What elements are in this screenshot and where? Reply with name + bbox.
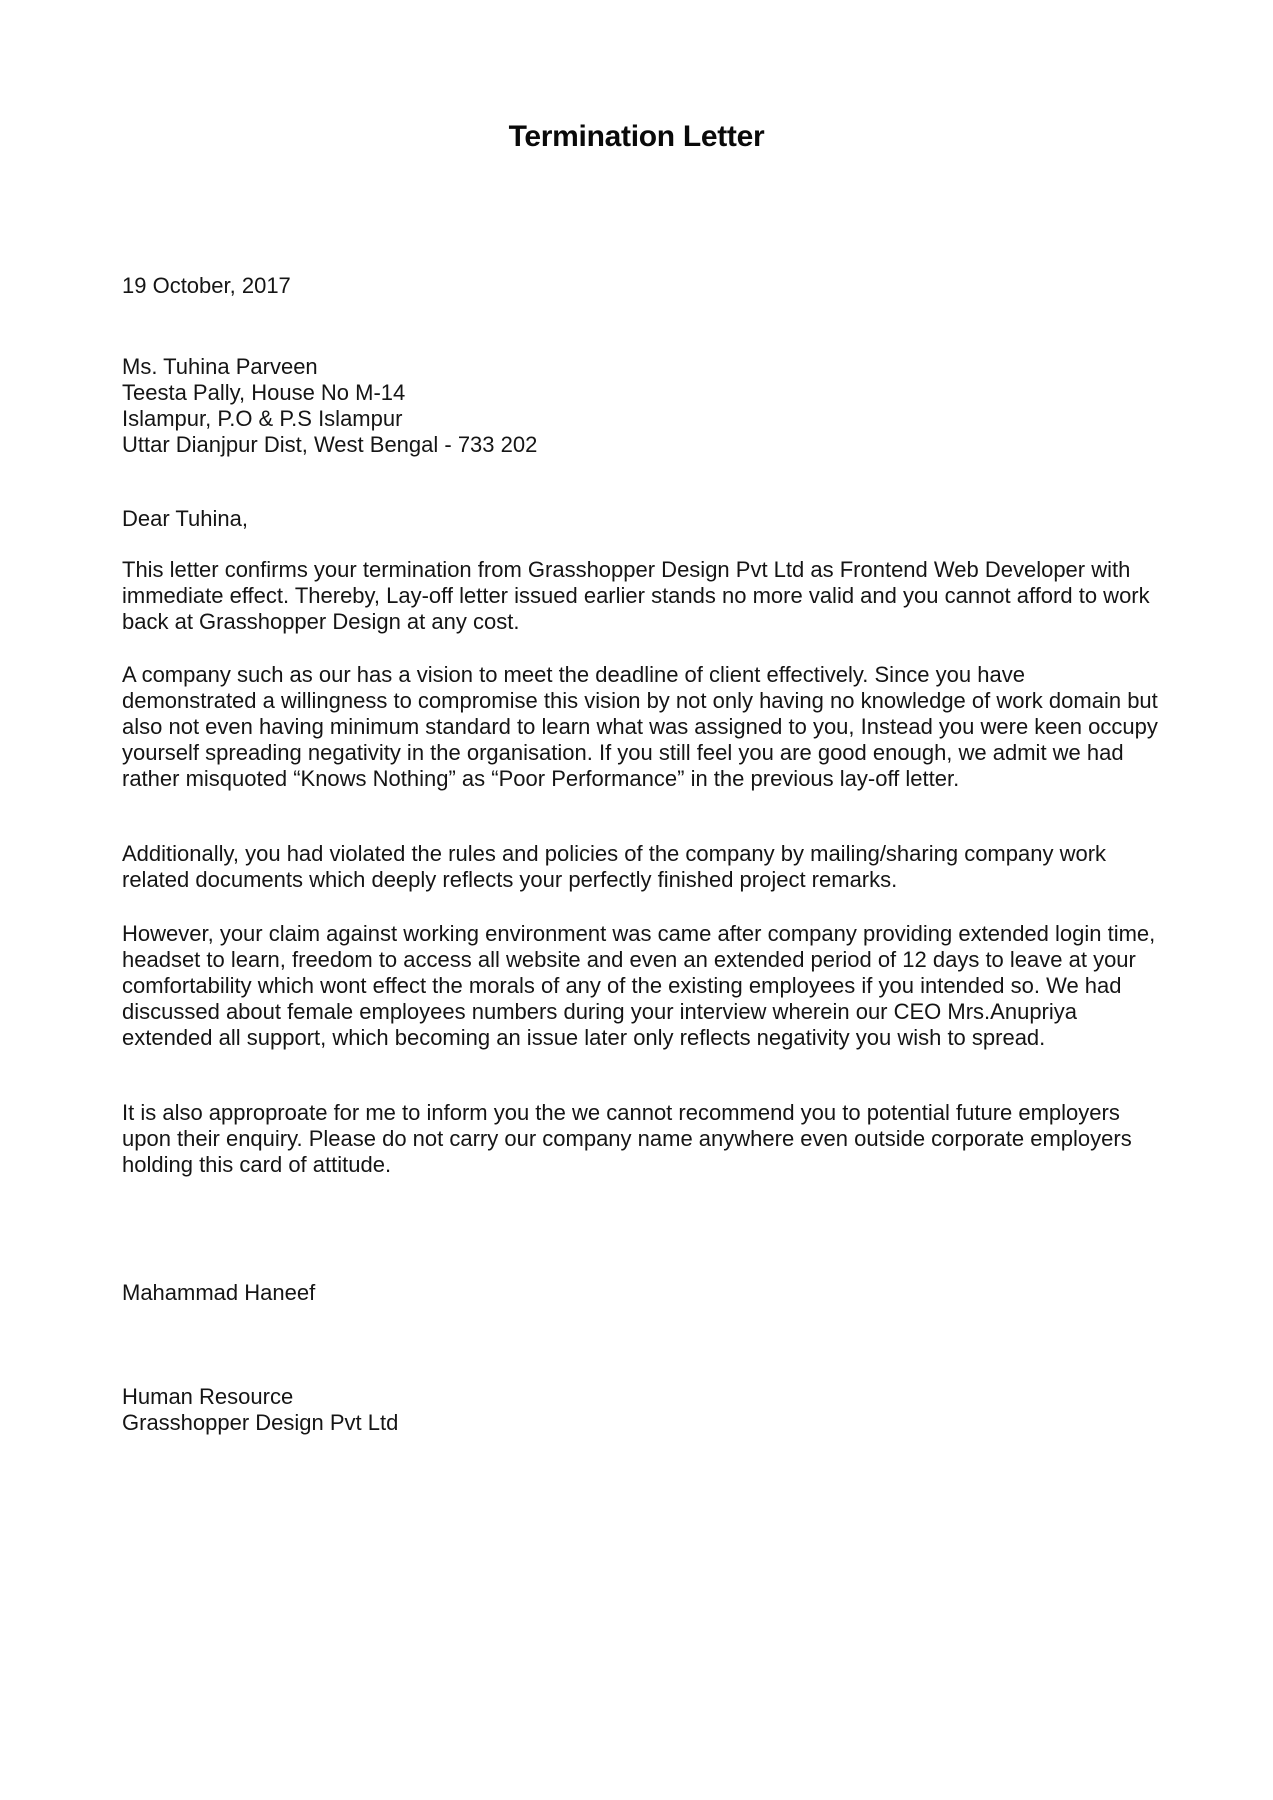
body-paragraph: It is also approproate for me to inform you the we cannot recommend you to potential future employers upon their enquiry. Please do not carry our company name anywhere even outside corporate employers holding this card of attitude. — [122, 1100, 1132, 1177]
salutation: Dear Tuhina, — [122, 506, 248, 531]
recipient-name: Ms. Tuhina Parveen — [122, 354, 318, 379]
body-paragraph: A company such as our has a vision to meet the deadline of client effectively. Since you have demonstrated a willingness to compromise this vision by not only having no knowledge of work domain but also not even having minimum standard to learn what was assigned to you, Instead you were keen occupy yourself spreading negativity in the organisation. If you still feel you are good enough, we admit we had rather misquoted “Knows Nothing” as “Poor Performance” in the previous lay-off letter. — [122, 662, 1158, 791]
address-line: Islampur, P.O & P.S Islampur — [122, 406, 403, 431]
body-paragraph: This letter confirms your termination from Grasshopper Design Pvt Ltd as Frontend Web Developer with immediate effect. Thereby, Lay-off letter issued earlier stands no more valid and you cannot afford to work back at Grasshopper Design at any cost. — [122, 557, 1150, 634]
address-line: Teesta Pally, House No M-14 — [122, 380, 406, 405]
body-paragraph: Additionally, you had violated the rules and policies of the company by mailing/sharing company work related documents which deeply reflects your perfectly finished project remarks. — [122, 841, 1107, 892]
letter-title: Termination Letter — [508, 120, 765, 153]
address-line: Uttar Dianjpur Dist, West Bengal - 733 202 — [122, 432, 538, 457]
recipient-address — [122, 354, 1162, 458]
signatory-department: Human Resource — [122, 1384, 294, 1409]
signatory-details — [122, 1384, 1162, 1436]
letter-date: 19 October, 2017 — [122, 273, 291, 298]
signatory-company: Grasshopper Design Pvt Ltd — [122, 1410, 399, 1435]
signatory-name: Mahammad Haneef — [122, 1280, 316, 1305]
body-paragraph: However, your claim against working environment was came after company providing extended login time, headset to learn, freedom to access all website and even an extended period of 12 days to leave at your comfortability which wont effect the morals of any of the existing employees if you intended so. We had discussed about female employees numbers during your interview wherein our CEO Mrs.Anupriya extended all support, which becoming an issue later only reflects negativity you wish to spread. — [122, 921, 1156, 1050]
